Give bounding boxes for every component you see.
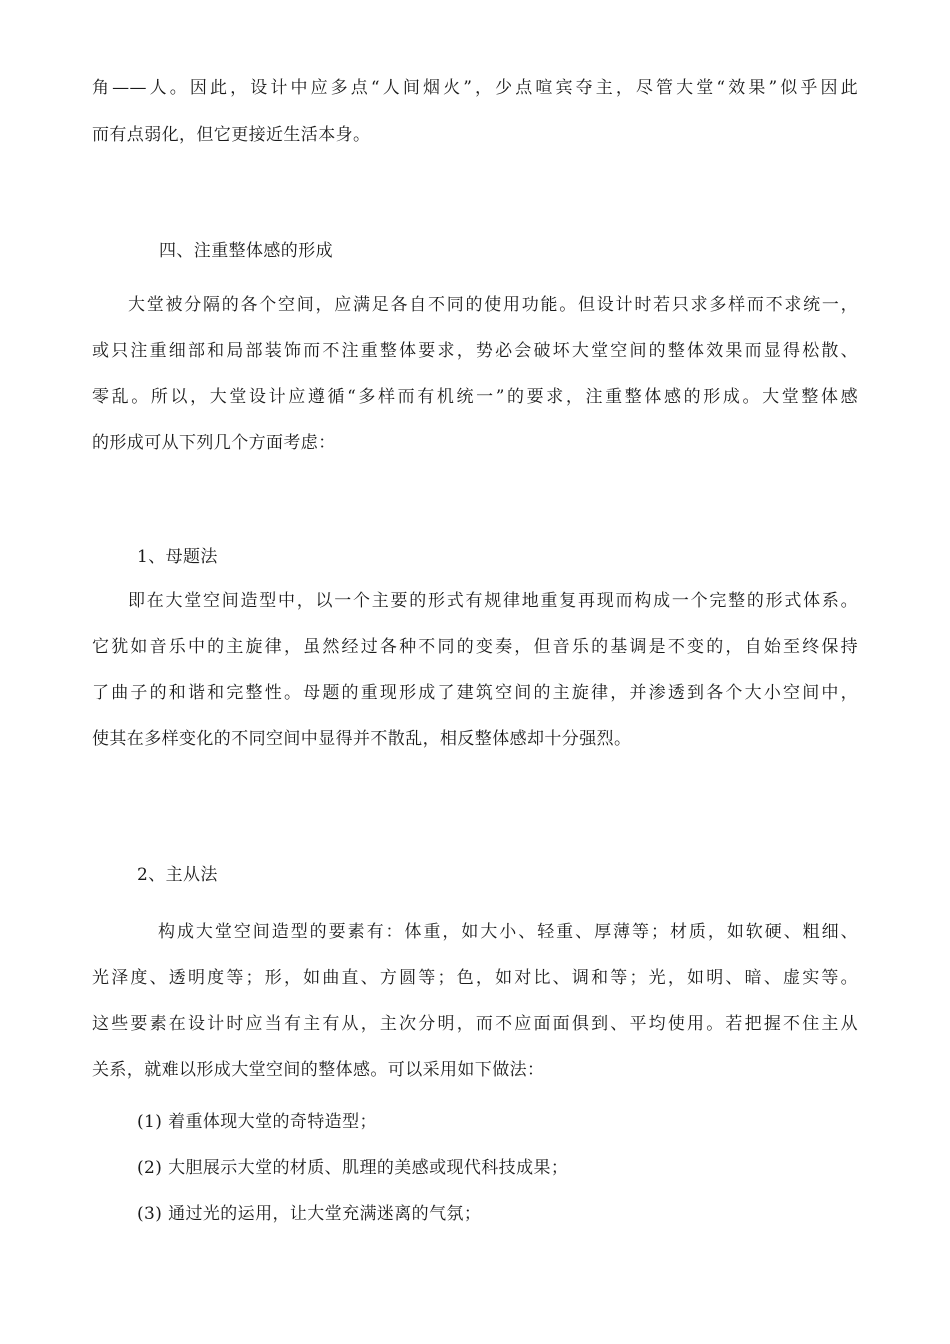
method2-line-1: 构成大堂空间造型的要素有：体重，如大小、轻重、厚薄等；材质，如软硬、粗细、 [158,922,858,942]
intro-line-1: 角——人。因此，设计中应多点“人间烟火”，少点喧宾夺主，尽管大堂“效果”似乎因此 [92,78,858,98]
section4-line-2: 或只注重细部和局部装饰而不注重整体要求，势必会破坏大堂空间的整体效果而显得松散、 [92,341,858,361]
method1-line-3: 了曲子的和谐和完整性。母题的重现形成了建筑空间的主旋律，并渗透到各个大小空间中， [92,683,858,703]
section4-line-3: 零乱。所以，大堂设计应遵循“多样而有机统一”的要求，注重整体感的形成。大堂整体感 [92,387,858,407]
method2-line-4: 关系，就难以形成大堂空间的整体感。可以采用如下做法： [92,1060,545,1080]
method2-line-3: 这些要素在设计时应当有主有从，主次分明，而不应面面俱到、平均使用。若把握不住主从 [92,1014,858,1034]
method2-line-2: 光泽度、透明度等；形，如曲直、方圆等；色，如对比、调和等；光，如明、暗、虚实等。 [92,968,858,988]
method1-heading: 1、母题法 [137,547,218,567]
method1-line-1: 即在大堂空间造型中，以一个主要的形式有规律地重复再现而构成一个完整的形式体系。 [128,591,858,611]
list-item-3: (3) 通过光的运用，让大堂充满迷离的气氛； [137,1204,482,1224]
list-item-1: (1) 着重体现大堂的奇特造型； [137,1112,377,1132]
list-item-2: (2) 大胆展示大堂的材质、肌理的美感或现代科技成果； [137,1158,569,1178]
section-heading-4: 四、注重整体感的形成 [159,241,333,261]
intro-line-2: 而有点弱化，但它更接近生活本身。 [92,125,371,145]
method1-line-4: 使其在多样变化的不同空间中显得并不散乱，相反整体感却十分强烈。 [92,729,632,749]
section4-line-1: 大堂被分隔的各个空间，应满足各自不同的使用功能。但设计时若只求多样而不求统一， [128,295,858,315]
section4-line-4: 的形成可从下列几个方面考虑： [92,433,336,453]
method2-heading: 2、主从法 [137,865,218,885]
method1-line-2: 它犹如音乐中的主旋律，虽然经过各种不同的变奏，但音乐的基调是不变的，自始至终保持 [92,637,858,657]
